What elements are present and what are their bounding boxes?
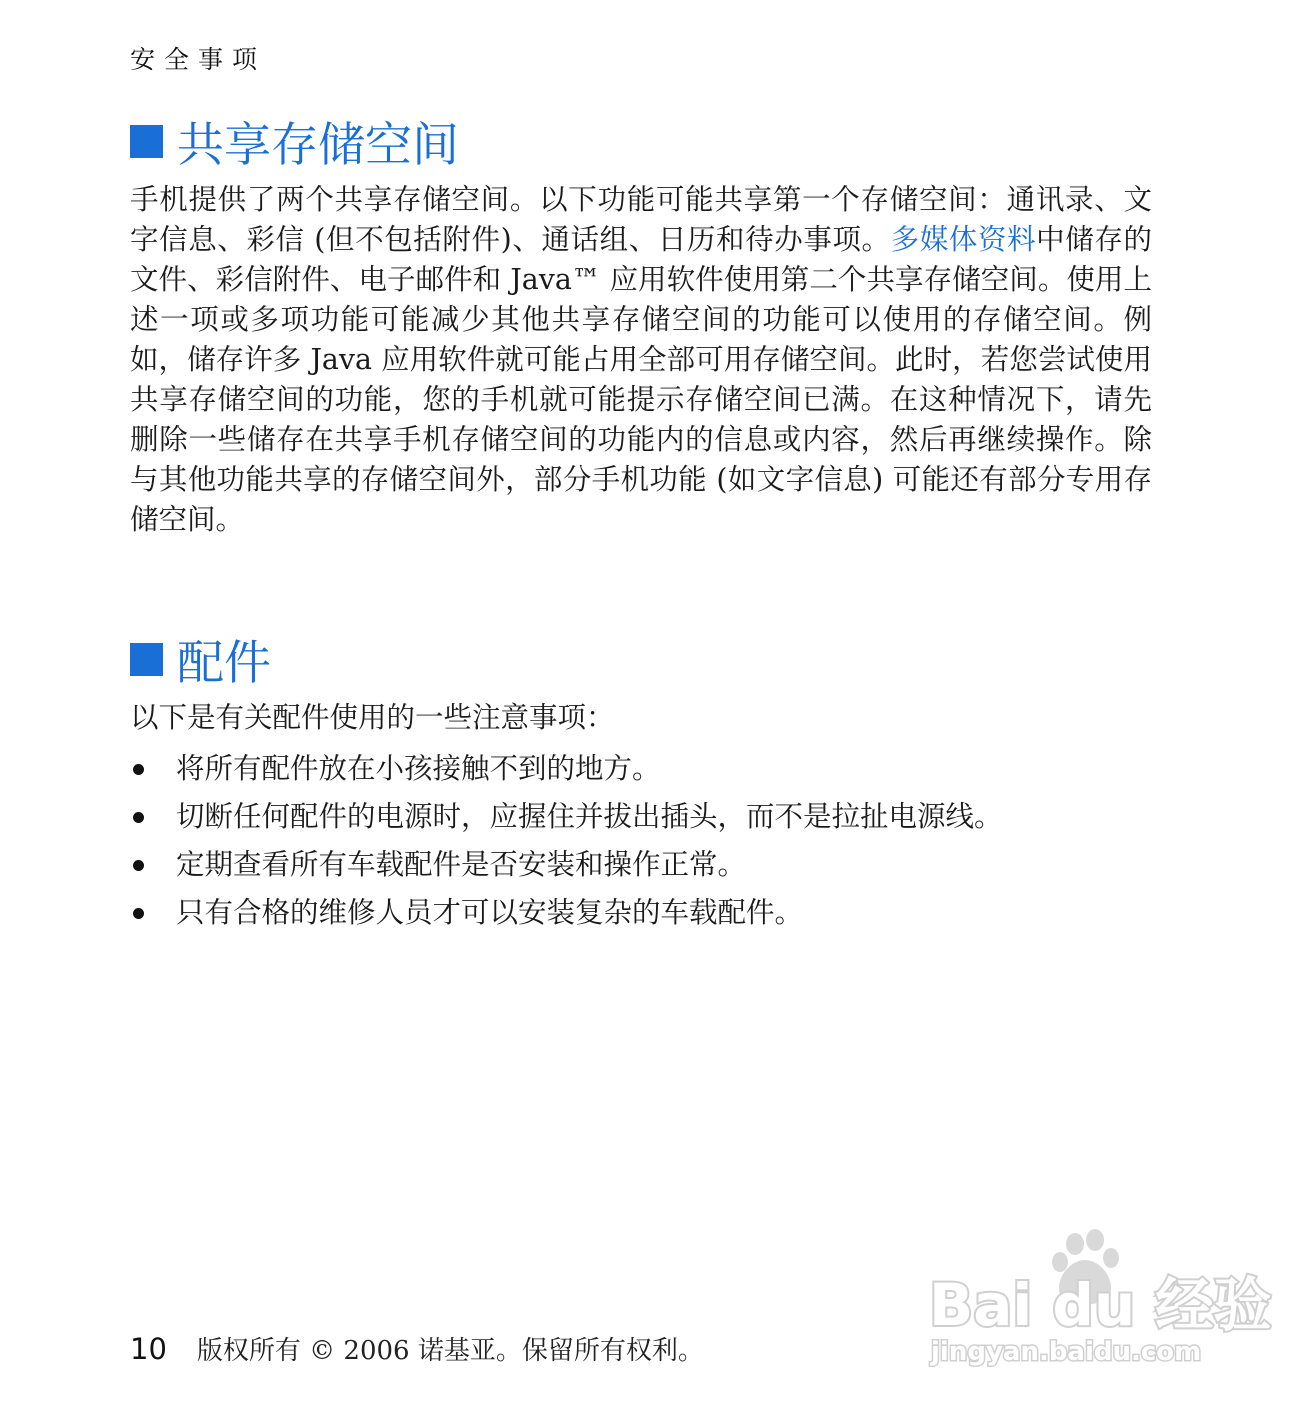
heading-square-icon	[130, 643, 163, 676]
shared-memory-paragraph	[130, 180, 1152, 540]
section-heading-enhancements	[130, 626, 271, 693]
list-item	[130, 889, 1003, 937]
watermark-url: jingyan.baidu.com	[931, 1337, 1202, 1367]
list-item-text: 定期查看所有车载配件是否安装和操作正常。	[176, 848, 747, 881]
paragraph-text-after-link: 中储存的文件、彩信附件、电子邮件和 Java™ 应用软件使用第二个共享存储空间。使用上述一项或多项功能可能减少其他共享存储空间的功能可以使用的存储空间。例如，储存许多 Java 应用软件就可能占用全部可用存储空间。此时，若您尝试使用共享存储空间的功能，您的手机就可能提示存储空间已满。在这种情况下，请先删除一些储存在共享手机存储空间的功能内的信息或内容，然后再继续操作。除与其他功能共享的存储空间外，部分手机功能 (如文字信息) 可能还有部分专用存储空间。	[130, 223, 1152, 536]
list-item-text: 切断任何配件的电源时，应握住并拔出插头，而不是拉扯电源线。	[176, 800, 1003, 833]
page-footer	[130, 1330, 704, 1367]
running-header: 安全事项	[130, 45, 267, 74]
heading-square-icon	[130, 125, 163, 158]
bullet-icon	[133, 860, 144, 871]
section-heading-shared-memory	[130, 108, 459, 175]
page-number: 10	[130, 1332, 167, 1366]
bullet-icon	[133, 812, 144, 823]
enhancements-bullet-list	[130, 745, 1003, 937]
watermark-brand: Bai du 经验	[929, 1271, 1272, 1339]
paragraph-text-before-link: 手机提供了两个共享存储空间。以下功能可能共享第一个存储空间：通讯录、文字信息、彩信 (但不包括附件)、通话组、日历和待办事项。	[130, 183, 1152, 256]
gallery-link[interactable]: 多媒体资料	[890, 223, 1037, 256]
copyright-notice: 版权所有 © 2006 诺基亚。保留所有权利。	[196, 1336, 704, 1366]
bullet-icon	[133, 764, 144, 775]
baidu-jingyan-watermark-icon	[925, 1220, 1272, 1370]
list-item	[130, 745, 1003, 793]
bullet-icon	[133, 908, 144, 919]
list-item-text: 只有合格的维修人员才可以安装复杂的车载配件。	[176, 896, 804, 929]
section-heading-text: 配件	[177, 636, 271, 691]
section-heading-text: 共享存储空间	[177, 118, 459, 173]
list-item	[130, 841, 1003, 889]
enhancements-intro: 以下是有关配件使用的一些注意事项：	[130, 701, 615, 734]
list-item	[130, 793, 1003, 841]
list-item-text: 将所有配件放在小孩接触不到的地方。	[176, 752, 661, 785]
